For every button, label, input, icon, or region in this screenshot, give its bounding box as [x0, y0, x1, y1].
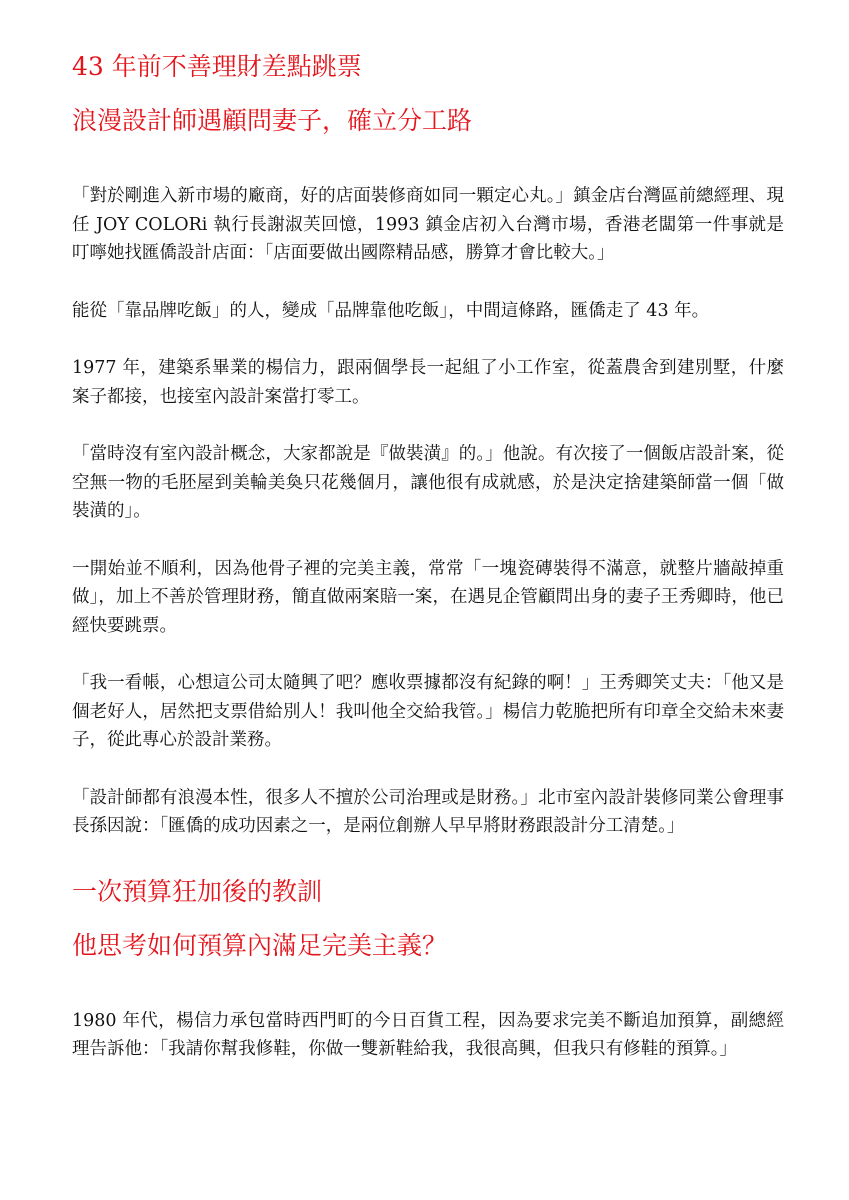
paragraph: 1980 年代，楊信力承包當時西門町的今日百貨工程，因為要求完美不斷追加預算，副總經理告訴他：「我請你幫我修鞋，你做一雙新鞋給我，我很高興，但我只有修鞋的預算。」: [72, 1010, 784, 1059]
article-page: [72, 50, 784, 1064]
section2-heading-line1: 一次預算狂加後的教訓: [72, 876, 323, 906]
paragraph: 「當時沒有室內設計概念，大家都說是『做裝潢』的。」他說。有次接了一個飯店設計案，從空無一物的毛胚屋到美輪美奐只花幾個月，讓他很有成就感，於是決定捨建築師當一個「做裝潢的」。: [72, 444, 784, 521]
paragraph: 1977 年，建築系畢業的楊信力，跟兩個學長一起組了小工作室，從蓋農舍到建別墅，什麼案子都接，也接室內設計案當打零工。: [72, 358, 784, 407]
section1-heading-line2: 浪漫設計師遇顧問妻子，確立分工路: [72, 106, 473, 135]
paragraph: 一開始並不順利，因為他骨子裡的完美主義，常常「一塊瓷磚裝得不滿意，就整片牆敲掉重做」，加上不善於管理財務，簡直做兩案賠一案，在遇見企管顧問出身的妻子王秀卿時，他已經快要跳票。: [72, 558, 784, 636]
paragraph: 「對於剛進入新市場的廠商，好的店面裝修商如同一顆定心丸。」鎮金店台灣區前總經理、現任 JOY COLORi 執行長謝淑芙回憶，1993 鎮金店初入台灣市場，香港老闆第一件事就是叮嚀她找匯僑設計店面：「店面要做出國際精品感，勝算才會比較大。」: [72, 186, 784, 263]
paragraph: 「設計師都有浪漫本性，很多人不擅於公司治理或是財務。」北市室內設計裝修同業公會理事長孫因說：「匯僑的成功因素之一，是兩位創辦人早早將財務跟設計分工清楚。」: [72, 787, 784, 836]
paragraph: 能從「靠品牌吃飯」的人，變成「品牌靠他吃飯」，中間這條路，匯僑走了 43 年。: [72, 300, 710, 321]
section1-heading-line1: 43 年前不善理財差點跳票: [72, 52, 362, 81]
section2-heading-line2: 他思考如何預算內滿足完美主義？: [72, 930, 448, 960]
paragraph: 「我一看帳，心想這公司太隨興了吧？應收票據都沒有紀錄的啊！」王秀卿笑丈夫：「他又是個老好人，居然把支票借給別人！我叫他全交給我管。」楊信力乾脆把所有印章全交給未來妻子，從此專心於設計業務。: [72, 673, 784, 750]
